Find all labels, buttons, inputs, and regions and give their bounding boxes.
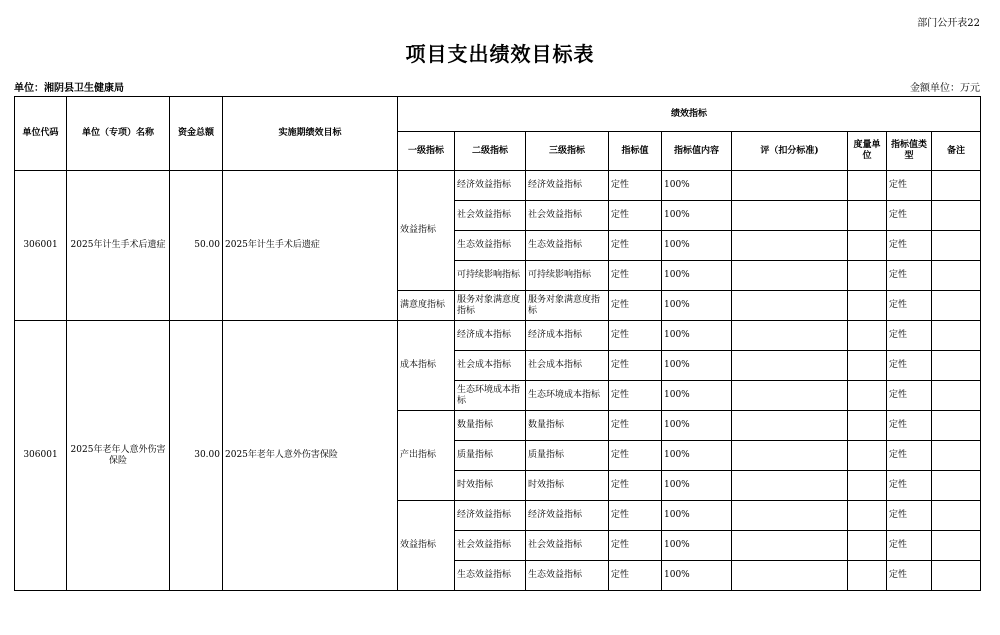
header-remark: 备注 [932,132,981,171]
level3-indicator-cell: 生态环境成本指标 [526,381,609,411]
scoring-cell [732,291,848,321]
measure-unit-cell [848,171,887,201]
value-type-cell: 定性 [887,561,932,591]
remark-cell [932,531,981,561]
value-type-cell: 定性 [887,381,932,411]
level2-indicator-cell: 时效指标 [455,471,526,501]
unit-label: 单位：湘阴县卫生健康局 [14,83,124,94]
level3-indicator-cell: 生态效益指标 [526,561,609,591]
value-type-cell: 定性 [887,351,932,381]
header-total-funds: 资金总额 [170,97,223,171]
project-name-cell: 2025年老年人意外伤害保险 [67,321,170,591]
measure-unit-cell [848,561,887,591]
header-value-type: 指标值类型 [887,132,932,171]
header-value: 指标值 [609,132,662,171]
unit-code-cell: 306001 [15,321,67,591]
value-content-cell: 100% [662,321,732,351]
level3-indicator-cell: 质量指标 [526,441,609,471]
value-type-cell: 定性 [887,471,932,501]
measure-unit-cell [848,351,887,381]
value-type-cell: 定性 [887,171,932,201]
indicator-value-cell: 定性 [609,201,662,231]
form-number-label: 部门公开表22 [917,18,980,29]
level1-indicator-cell: 效益指标 [398,171,455,291]
level2-indicator-cell: 数量指标 [455,411,526,441]
scoring-cell [732,171,848,201]
measure-unit-cell [848,381,887,411]
level2-indicator-cell: 可持续影响指标 [455,261,526,291]
value-content-cell: 100% [662,351,732,381]
scoring-cell [732,471,848,501]
remark-cell [932,171,981,201]
level2-indicator-cell: 服务对象满意度指标 [455,291,526,321]
level3-indicator-cell: 社会效益指标 [526,531,609,561]
level3-indicator-cell: 社会效益指标 [526,201,609,231]
remark-cell [932,471,981,501]
indicator-value-cell: 定性 [609,501,662,531]
value-type-cell: 定性 [887,321,932,351]
period-goal-cell: 2025年老年人意外伤害保险 [223,321,398,591]
scoring-cell [732,411,848,441]
value-content-cell: 100% [662,201,732,231]
remark-cell [932,411,981,441]
measure-unit-cell [848,261,887,291]
level1-indicator-cell: 成本指标 [398,321,455,411]
header-level3: 三级指标 [526,132,609,171]
indicator-value-cell: 定性 [609,441,662,471]
level3-indicator-cell: 数量指标 [526,411,609,441]
level1-indicator-cell: 满意度指标 [398,291,455,321]
remark-cell [932,561,981,591]
header-unit-name: 单位（专项）名称 [67,97,170,171]
scoring-cell [732,381,848,411]
header-value-content: 指标值内容 [662,132,732,171]
scoring-cell [732,561,848,591]
header-period-goal: 实施期绩效目标 [223,97,398,171]
measure-unit-cell [848,231,887,261]
measure-unit-cell [848,411,887,441]
level2-indicator-cell: 生态效益指标 [455,231,526,261]
measure-unit-cell [848,531,887,561]
value-type-cell: 定性 [887,501,932,531]
value-content-cell: 100% [662,501,732,531]
level1-indicator-cell: 产出指标 [398,411,455,501]
header-level2: 二级指标 [455,132,526,171]
remark-cell [932,231,981,261]
money-unit-label: 金额单位：万元 [910,83,980,94]
indicator-value-cell: 定性 [609,411,662,441]
table-row [15,321,981,351]
indicator-value-cell: 定性 [609,291,662,321]
indicator-value-cell: 定性 [609,171,662,201]
header-unit-code: 单位代码 [15,97,67,171]
indicator-value-cell: 定性 [609,561,662,591]
indicator-value-cell: 定性 [609,351,662,381]
header-measure-unit: 度量单位 [848,132,887,171]
value-content-cell: 100% [662,381,732,411]
value-content-cell: 100% [662,531,732,561]
value-type-cell: 定性 [887,291,932,321]
value-type-cell: 定性 [887,531,932,561]
indicator-value-cell: 定性 [609,381,662,411]
unit-code-cell: 306001 [15,171,67,321]
value-content-cell: 100% [662,261,732,291]
value-type-cell: 定性 [887,261,932,291]
level2-indicator-cell: 经济效益指标 [455,501,526,531]
scoring-cell [732,351,848,381]
remark-cell [932,261,981,291]
value-type-cell: 定性 [887,231,932,261]
measure-unit-cell [848,471,887,501]
level3-indicator-cell: 生态效益指标 [526,231,609,261]
indicator-value-cell: 定性 [609,261,662,291]
remark-cell [932,381,981,411]
value-type-cell: 定性 [887,411,932,441]
scoring-cell [732,261,848,291]
indicator-value-cell: 定性 [609,531,662,561]
value-content-cell: 100% [662,411,732,441]
remark-cell [932,291,981,321]
level2-indicator-cell: 生态效益指标 [455,561,526,591]
level3-indicator-cell: 社会成本指标 [526,351,609,381]
value-type-cell: 定性 [887,441,932,471]
total-funds-cell: 50.00 [170,171,223,321]
project-name-cell: 2025年计生手术后遗症 [67,171,170,321]
value-content-cell: 100% [662,291,732,321]
level3-indicator-cell: 经济成本指标 [526,321,609,351]
measure-unit-cell [848,501,887,531]
indicator-value-cell: 定性 [609,321,662,351]
level3-indicator-cell: 可持续影响指标 [526,261,609,291]
level2-indicator-cell: 社会效益指标 [455,531,526,561]
remark-cell [932,321,981,351]
scoring-cell [732,201,848,231]
level3-indicator-cell: 时效指标 [526,471,609,501]
value-content-cell: 100% [662,441,732,471]
level3-indicator-cell: 服务对象满意度指标 [526,291,609,321]
scoring-cell [732,531,848,561]
level2-indicator-cell: 经济效益指标 [455,171,526,201]
performance-table [14,96,981,591]
value-content-cell: 100% [662,231,732,261]
level3-indicator-cell: 经济效益指标 [526,501,609,531]
scoring-cell [732,321,848,351]
remark-cell [932,441,981,471]
level2-indicator-cell: 质量指标 [455,441,526,471]
table-row [15,171,981,201]
indicator-value-cell: 定性 [609,231,662,261]
value-content-cell: 100% [662,471,732,501]
scoring-cell [732,441,848,471]
header-scoring: 评（扣分标准) [732,132,848,171]
level2-indicator-cell: 社会效益指标 [455,201,526,231]
measure-unit-cell [848,201,887,231]
scoring-cell [732,231,848,261]
page-title: 项目支出绩效目标表 [405,42,595,66]
level2-indicator-cell: 经济成本指标 [455,321,526,351]
value-content-cell: 100% [662,171,732,201]
level1-indicator-cell: 效益指标 [398,501,455,591]
period-goal-cell: 2025年计生手术后遗症 [223,171,398,321]
level3-indicator-cell: 经济效益指标 [526,171,609,201]
value-content-cell: 100% [662,561,732,591]
total-funds-cell: 30.00 [170,321,223,591]
level2-indicator-cell: 生态环境成本指标 [455,381,526,411]
header-performance-indicators: 绩效指标 [398,97,981,132]
value-type-cell: 定性 [887,201,932,231]
measure-unit-cell [848,441,887,471]
remark-cell [932,201,981,231]
remark-cell [932,501,981,531]
header-level1: 一级指标 [398,132,455,171]
measure-unit-cell [848,291,887,321]
indicator-value-cell: 定性 [609,471,662,501]
level2-indicator-cell: 社会成本指标 [455,351,526,381]
table-body [15,171,981,591]
remark-cell [932,351,981,381]
scoring-cell [732,501,848,531]
measure-unit-cell [848,321,887,351]
